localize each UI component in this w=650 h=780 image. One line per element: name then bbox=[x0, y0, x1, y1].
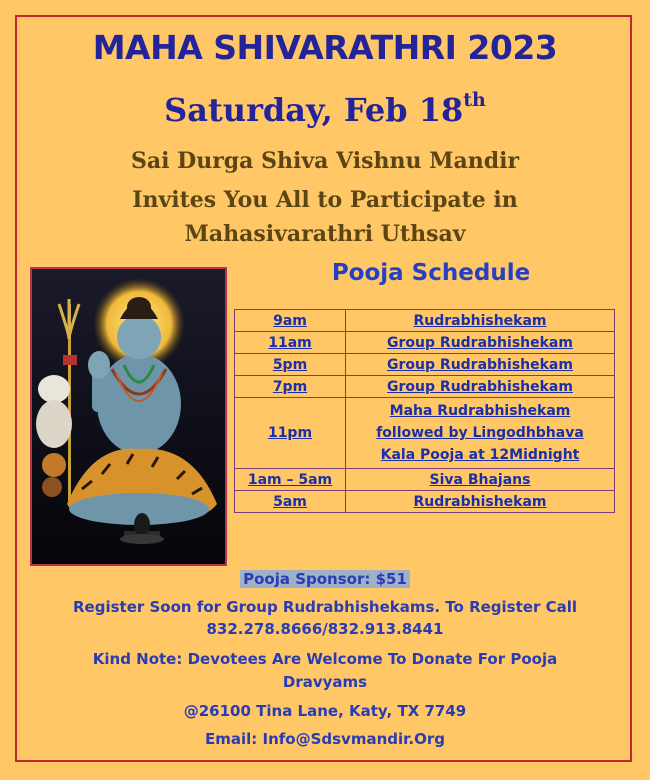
schedule-time: 7pm bbox=[235, 376, 346, 398]
schedule-event: Group Rudrabhishekam bbox=[346, 354, 615, 376]
table-row bbox=[235, 310, 615, 332]
schedule-event-line: followed by Lingodhbhava bbox=[376, 425, 584, 441]
event-date-suffix: th bbox=[463, 89, 486, 111]
table-row bbox=[235, 469, 615, 491]
register-line: Register Soon for Group Rudrabhishekams. To Register Call bbox=[73, 598, 577, 616]
sponsor-line bbox=[0, 570, 650, 588]
table-row bbox=[235, 491, 615, 513]
event-title: MAHA SHIVARATHRI 2023 bbox=[92, 28, 558, 67]
table-row bbox=[235, 376, 615, 398]
schedule-event: Group Rudrabhishekam bbox=[346, 376, 615, 398]
uthsav-line: Mahasivarathri Uthsav bbox=[184, 221, 466, 247]
schedule-event: Rudrabhishekam bbox=[346, 310, 615, 332]
schedule-time: 1am – 5am bbox=[235, 469, 346, 491]
event-date bbox=[0, 91, 650, 129]
schedule-event: Group Rudrabhishekam bbox=[346, 332, 615, 354]
note-line-2: Dravyams bbox=[282, 673, 368, 691]
email: Email: Info@Sdsvmandir.Org bbox=[205, 730, 445, 748]
schedule-time: 5pm bbox=[235, 354, 346, 376]
schedule-time: 11am bbox=[235, 332, 346, 354]
address: @26100 Tina Lane, Katy, TX 7749 bbox=[183, 702, 467, 720]
schedule-event-line: Kala Pooja at 12Midnight bbox=[380, 447, 580, 463]
table-row bbox=[235, 398, 615, 469]
schedule-time: 5am bbox=[235, 491, 346, 513]
table-row bbox=[235, 354, 615, 376]
note-line: Kind Note: Devotees Are Welcome To Donate For Pooja bbox=[92, 650, 558, 668]
event-date-text: Saturday, Feb 18 bbox=[164, 91, 464, 129]
phone-numbers: 832.278.8666/832.913.8441 bbox=[206, 620, 444, 638]
table-row bbox=[235, 332, 615, 354]
schedule-title: Pooja Schedule bbox=[331, 260, 531, 286]
shiva-painting-icon bbox=[32, 269, 225, 564]
schedule-time: 11pm bbox=[235, 398, 346, 469]
schedule-time: 9am bbox=[235, 310, 346, 332]
schedule-table bbox=[234, 309, 615, 513]
temple-name: Sai Durga Shiva Vishnu Mandir bbox=[130, 148, 520, 174]
schedule-event: Siva Bhajans bbox=[346, 469, 615, 491]
invite-line: Invites You All to Participate in bbox=[132, 187, 518, 213]
schedule-event-line: Maha Rudrabhishekam bbox=[389, 403, 571, 419]
schedule-event bbox=[346, 398, 615, 469]
shiva-image bbox=[30, 267, 227, 566]
sponsor-badge: Pooja Sponsor: $51 bbox=[240, 570, 410, 588]
schedule-event: Rudrabhishekam bbox=[346, 491, 615, 513]
